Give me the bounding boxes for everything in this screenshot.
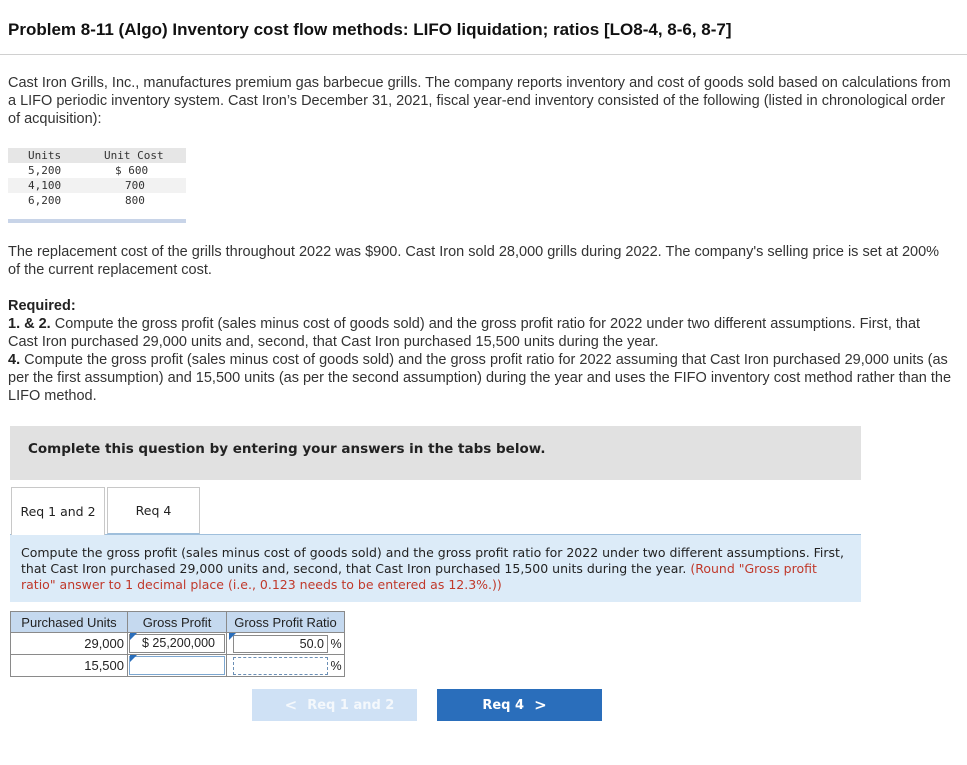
flag-icon <box>229 633 236 640</box>
answer-table <box>10 611 345 677</box>
units-cell: 4,100 <box>28 179 62 192</box>
tab-req-1-and-2[interactable]: Req 1 and 2 <box>11 487 105 535</box>
requirement-1-2 <box>8 315 953 351</box>
purchased-units-cell: 15,500 <box>11 655 128 677</box>
percent-sign: % <box>330 658 342 673</box>
unit-cost-cell: 800 <box>125 194 145 207</box>
chevron-left-icon: < <box>284 696 298 714</box>
tab-req-4[interactable]: Req 4 <box>107 487 200 534</box>
inventory-table <box>8 148 186 223</box>
intro-paragraph: Cast Iron Grills, Inc., manufactures premium gas barbecue grills. The company reports inventory and cost of goods sold based on calculations from a LIFO periodic inventory system. Cast Iron’s December 31, 2021, fiscal year-end inventory consisted of the following (listed in chronological order of acquisition): <box>8 75 951 127</box>
instruction-text: Compute the gross profit (sales minus cost of goods sold) and the gross profit ratio for 2022 under two different assumptions. First, that Cast Iron purchased 29,000 units and, second, that Cast Iron purchased 15,500 units during the year. <box>21 545 844 576</box>
unit-cost-cell: 700 <box>125 179 145 192</box>
tab-instruction <box>10 535 861 602</box>
rounding-note: (Round "Gross profit ratio" answer to 1 decimal place (i.e., 0.123 needs to be entered as 12.3%.)) <box>21 561 817 592</box>
instructions-banner <box>10 426 861 480</box>
title-divider <box>0 54 967 55</box>
prev-button-label: Req 1 and 2 <box>307 697 395 713</box>
prev-tab-button[interactable] <box>252 689 417 721</box>
problem-title: Problem 8-11 (Algo) Inventory cost flow methods: LIFO liquidation; ratios [LO8-4, 8-6, 8-7] <box>8 20 732 39</box>
gross-profit-header: Gross Profit <box>128 612 227 633</box>
gross-profit-input[interactable]: $ 25,200,000 <box>129 634 225 653</box>
table-row <box>8 163 186 178</box>
gross-profit-ratio-cell <box>227 655 345 677</box>
table-row <box>11 633 345 655</box>
unit-cost-header: Unit Cost <box>104 149 164 162</box>
table-row <box>8 193 186 208</box>
percent-sign: % <box>330 636 342 651</box>
units-cell: 6,200 <box>28 194 62 207</box>
req-number: 1. & 2. <box>8 316 51 332</box>
banner-text: Complete this question by entering your answers in the tabs below. <box>28 441 546 457</box>
purchased-units-header: Purchased Units <box>11 612 128 633</box>
chevron-right-icon: > <box>534 696 547 714</box>
units-header: Units <box>28 149 62 162</box>
gross-profit-input[interactable] <box>129 656 225 675</box>
required-section <box>8 297 953 405</box>
gross-profit-ratio-header: Gross Profit Ratio <box>227 612 345 633</box>
units-cell: 5,200 <box>28 164 62 177</box>
inventory-table-header <box>8 148 186 163</box>
purchased-units-cell: 29,000 <box>11 633 128 655</box>
flag-icon <box>130 633 137 640</box>
table-row <box>11 655 345 677</box>
req-text: Compute the gross profit (sales minus cost of goods sold) and the gross profit ratio for 2022 under two different assumptions. First, that Cast Iron purchased 29,000 units and, second, that Cast Iron purchased 15,500 units during the year. <box>8 316 921 350</box>
table-row <box>8 178 186 193</box>
req-text: Compute the gross profit (sales minus cost of goods sold) and the gross profit ratio for 2022 assuming that Cast Iron purchased 29,000 units (as per the first assumption) and 15,500 units (as per the second assumption) during the year and uses the FIFO inventory cost method rather than the LIFO method. <box>8 352 952 404</box>
next-button-label: Req 4 <box>482 697 525 713</box>
unit-cost-cell: $ 600 <box>115 164 149 177</box>
flag-icon <box>130 655 137 662</box>
gross-profit-cell <box>128 655 227 677</box>
gross-profit-ratio-cell <box>227 633 345 655</box>
gross-profit-ratio-input[interactable]: 50.0 <box>233 635 328 653</box>
req-number: 4. <box>8 352 21 368</box>
gross-profit-cell <box>128 633 227 655</box>
requirement-4 <box>8 351 953 405</box>
next-tab-button[interactable] <box>437 689 602 721</box>
table-bottom-rule <box>8 219 186 223</box>
replacement-cost-paragraph: The replacement cost of the grills throughout 2022 was $900. Cast Iron sold 28,000 grills during 2022. The company's selling price is set at 200% of the current replacement cost. <box>8 244 940 278</box>
required-label: Required: <box>8 298 76 314</box>
gross-profit-ratio-input[interactable] <box>233 657 328 675</box>
answer-table-header <box>11 612 345 633</box>
